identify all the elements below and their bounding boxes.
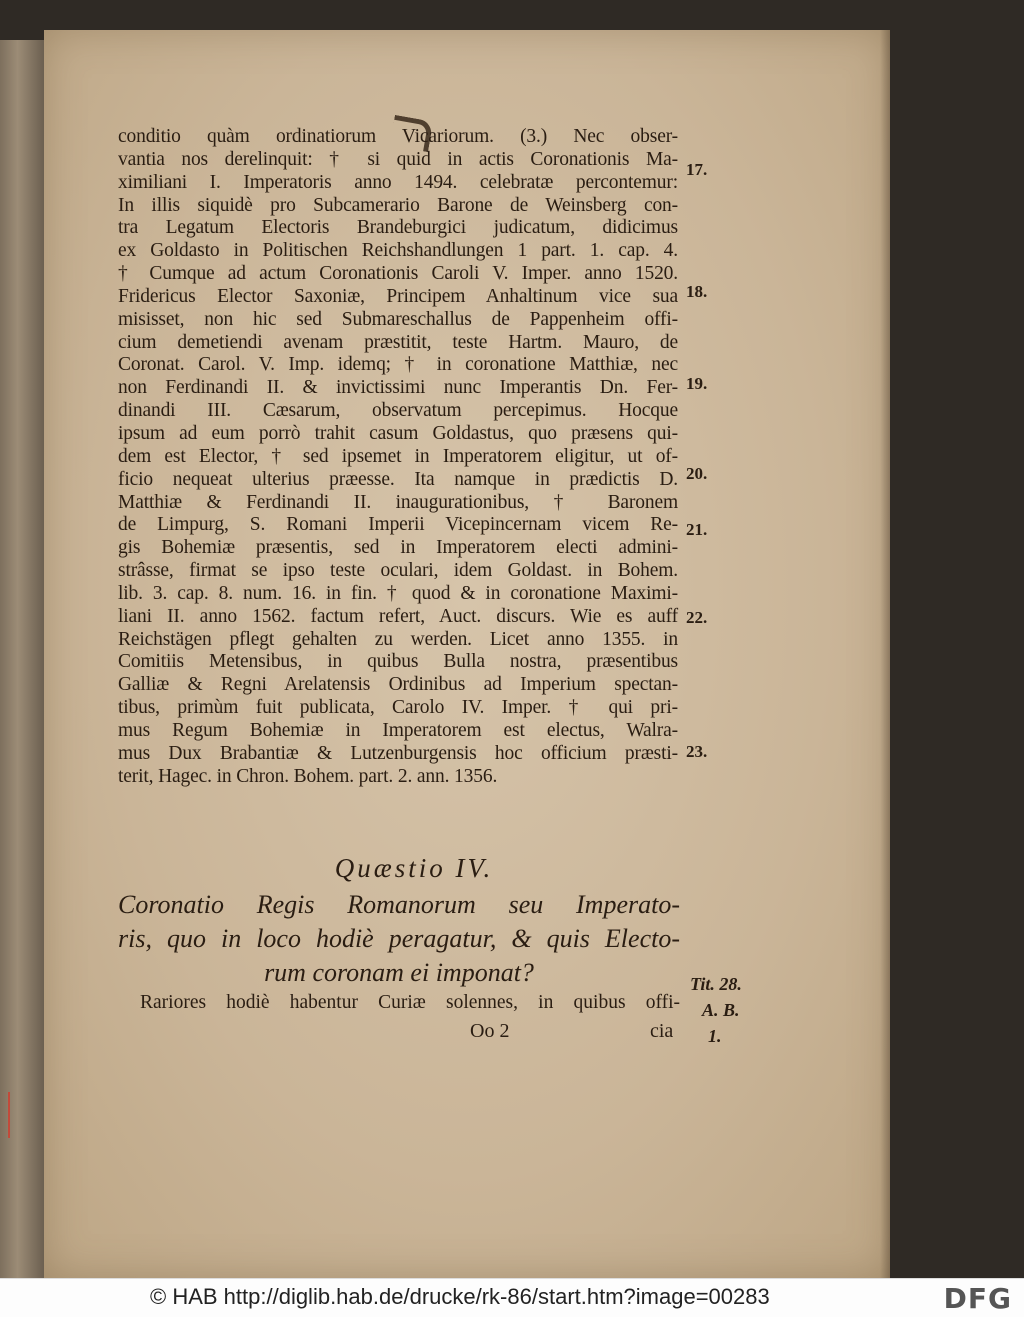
margin-reference: Tit. 28.	[690, 974, 742, 994]
text-line: tra Legatum Electoris Brandeburgici judicatum, didicimus	[118, 217, 678, 239]
margin-reference: 1.	[708, 1026, 722, 1046]
text-line: Coronat. Carol. V. Imp. idemq; † in coronatione Matthiæ, nec	[118, 354, 678, 376]
text-line: liani II. anno 1562. factum refert, Auct. discurs. Wie es auff	[118, 605, 678, 627]
text-line: cium demetiendi avenam præstitit, teste Hartm. Mauro, de	[118, 331, 678, 353]
text-line: gis Bohemiæ præsentis, sed in Imperatorem electi admini-	[118, 537, 678, 559]
text-line: Comitiis Metensibus, in quibus Bulla nostra, præsentibus	[118, 651, 678, 673]
text-line: ipsum ad eum porrò trahit casum Goldastus, quo præsens qui-	[118, 422, 678, 444]
text-line: Reichstägen pflegt gehalten zu werden. Licet anno 1355. in	[118, 628, 678, 650]
page-body-text	[118, 126, 678, 788]
margin-note-number: 23.	[686, 742, 708, 761]
text-line: Galliæ & Regni Arelatensis Ordinibus ad Imperium spectan-	[118, 674, 678, 696]
text-line: terit, Hagec. in Chron. Bohem. part. 2. ann. 1356.	[118, 765, 498, 787]
question-title: Quæstio IV.	[334, 853, 494, 883]
margin-note-number: 18.	[686, 282, 708, 301]
text-line: ficio nequeat ulterius præesse. Ita namque in prædictis D.	[118, 468, 678, 490]
text-line: lib. 3. cap. 8. num. 16. in fin. † quod & in coronatione Maximi-	[118, 582, 678, 604]
text-line: tibus, primùm fuit publicata, Carolo IV. Imper. † qui pri-	[118, 697, 678, 719]
text-line: dinandi III. Cæsarum, observatum percepimus. Hocque	[118, 400, 678, 422]
text-line: mus Dux Brabantiæ & Lutzenburgensis hoc officium præsti-	[118, 742, 678, 764]
margin-note-number: 17.	[686, 160, 708, 179]
text-line: Rariores hodiè habentur Curiæ solennes, in quibus offi-	[140, 992, 680, 1013]
previous-page-edge	[0, 40, 44, 1278]
text-line: In illis siquidè pro Subcamerario Barone de Weinsberg con-	[118, 194, 678, 216]
dfg-logo: DFG	[943, 1282, 1012, 1315]
signature-mark: Oo 2	[470, 1020, 510, 1042]
text-line: de Limpurg, S. Romani Imperii Vicepincernam vicem Re-	[118, 514, 678, 536]
text-line: † Cumque ad actum Coronationis Caroli V. Imper. anno 1520.	[118, 263, 678, 285]
text-line: dem est Elector, † sed ipsemet in Imperatorem eligitur, ut of-	[118, 445, 678, 467]
copyright-link[interactable]: © HAB http://diglib.hab.de/drucke/rk-86/start.htm?image=00283	[150, 1284, 770, 1309]
text-line: misisset, non hic sed Submareschallus de Pappenheim offi-	[118, 308, 678, 330]
margin-note-number: 21.	[686, 520, 708, 539]
text-line: Matthiæ & Ferdinandi II. inaugurationibus, † Baronem	[118, 491, 678, 513]
catchword: cia	[650, 1020, 674, 1042]
page-edge-mark	[8, 1092, 10, 1138]
margin-reference: A. B.	[702, 1000, 740, 1020]
question-heading	[118, 848, 680, 990]
text-line: ex Goldasto in Politischen Reichshandlungen 1 part. 1. cap. 4.	[118, 240, 678, 262]
margin-note-number: 19.	[686, 374, 708, 393]
question-line: ris, quo in loco hodiè peragatur, & quis Electo-	[118, 924, 680, 953]
text-line: mus Regum Bohemiæ in Imperatorem est electus, Walra-	[118, 719, 678, 741]
question-line: rum coronam ei imponat?	[264, 958, 534, 987]
margin-note-number: 20.	[686, 464, 708, 483]
text-line: non Ferdinandi II. & invictissimi nunc Imperantis Dn. Fer-	[118, 377, 678, 399]
text-line: vantia nos derelinquit: † si quid in actis Coronationis Ma-	[118, 148, 678, 170]
text-line: Fridericus Elector Saxoniæ, Principem Anhaltinum vice sua	[118, 285, 678, 307]
text-line: ximiliani I. Imperatoris anno 1494. celebratæ percontemur:	[118, 171, 678, 193]
question-line: Coronatio Regis Romanorum seu Imperato-	[118, 890, 680, 919]
text-line: strâsse, firmat se ipso teste oculari, idem Goldast. in Bohem.	[118, 560, 678, 582]
text-line: conditio quàm ordinatiorum Vicariorum. (3.) Nec obser-	[118, 126, 678, 147]
viewer-footer	[0, 1278, 1024, 1317]
margin-note-number: 22.	[686, 608, 708, 627]
